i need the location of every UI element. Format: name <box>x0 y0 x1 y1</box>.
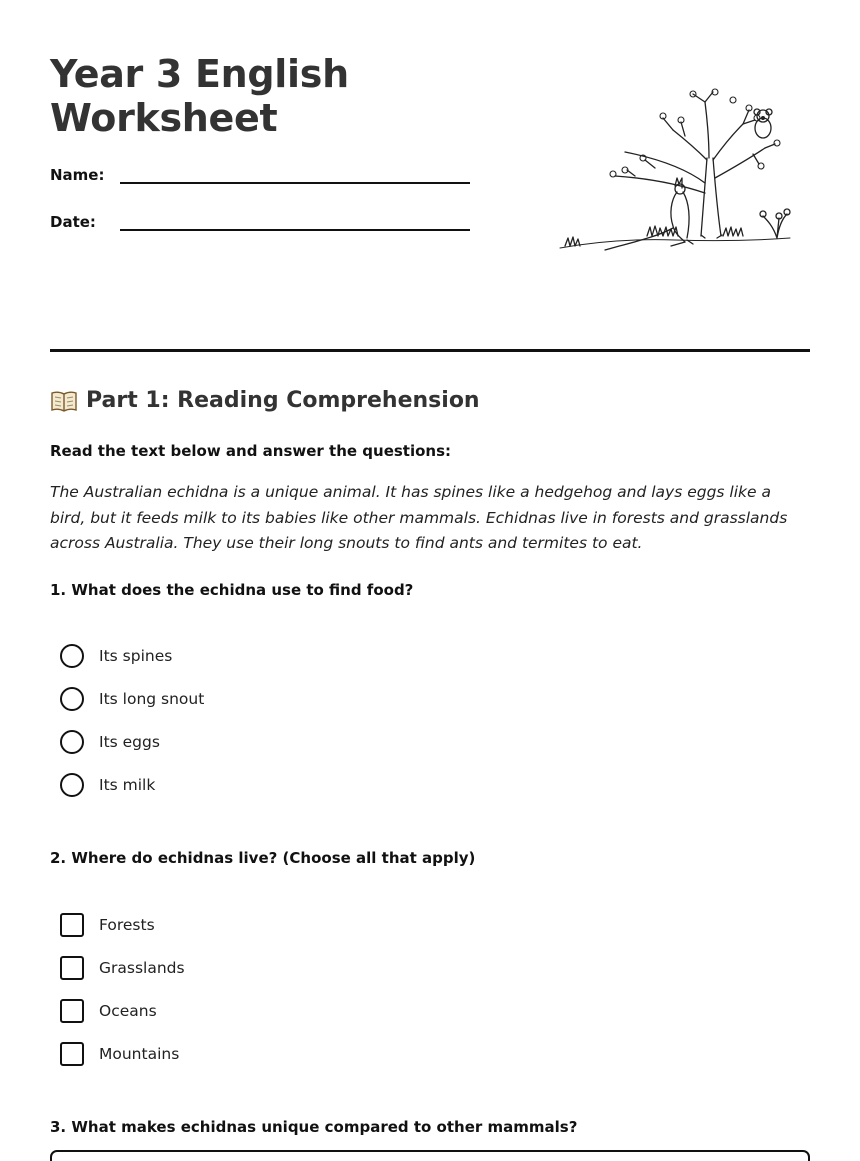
q2-option-1[interactable] <box>60 912 155 938</box>
date-label: Date: <box>50 213 96 231</box>
q1-option-2[interactable] <box>60 686 204 712</box>
q2-option-2[interactable] <box>60 955 185 981</box>
section-divider <box>50 349 810 352</box>
date-field-row <box>50 213 470 243</box>
checkbox[interactable] <box>60 999 84 1023</box>
date-input-line[interactable] <box>120 229 470 231</box>
q1-option-4[interactable] <box>60 772 155 798</box>
title-line-1: Year 3 English <box>50 52 349 96</box>
radio-button[interactable] <box>60 730 84 754</box>
checkbox[interactable] <box>60 956 84 980</box>
radio-button[interactable] <box>60 644 84 668</box>
option-label: Its long snout <box>99 690 205 708</box>
option-label: Oceans <box>99 1002 157 1020</box>
section-title-text: Part 1: Reading Comprehension <box>86 388 480 413</box>
reading-passage: The Australian echidna is a unique animal. It has spines like a hedgehog and lays eggs like a bird, but it feeds milk to its babies like other mammals. Echidnas live in forests and grasslands across Australia. They use their long snouts to find ants and termites to eat. <box>50 483 788 552</box>
q1-option-3[interactable] <box>60 729 160 755</box>
radio-button[interactable] <box>60 773 84 797</box>
question-1: 1. What does the echidna use to find food? <box>50 581 414 599</box>
title-line-2: Worksheet <box>50 96 278 140</box>
option-label: Grasslands <box>99 959 185 977</box>
checkbox[interactable] <box>60 913 84 937</box>
q2-option-3[interactable] <box>60 998 157 1024</box>
option-label: Mountains <box>99 1045 180 1063</box>
name-input-line[interactable] <box>120 182 470 184</box>
section-title-reading-comprehension <box>50 388 480 413</box>
question-2: 2. Where do echidnas live? (Choose all that apply) <box>50 849 476 867</box>
q2-option-4[interactable] <box>60 1041 179 1067</box>
option-label: Its milk <box>99 776 156 794</box>
kangaroo-koala-tree-illustration <box>555 88 795 260</box>
q1-option-1[interactable] <box>60 643 172 669</box>
option-label: Forests <box>99 916 155 934</box>
reading-instructions: Read the text below and answer the questions: <box>50 442 452 460</box>
checkbox[interactable] <box>60 1042 84 1066</box>
name-field-row <box>50 166 470 196</box>
question-3: 3. What makes echidnas unique compared to other mammals? <box>50 1118 578 1136</box>
q3-answer-textarea[interactable] <box>50 1150 810 1161</box>
open-book-icon <box>50 389 78 413</box>
worksheet-title <box>50 52 470 140</box>
radio-button[interactable] <box>60 687 84 711</box>
name-label: Name: <box>50 166 105 184</box>
option-label: Its eggs <box>99 733 160 751</box>
option-label: Its spines <box>99 647 173 665</box>
worksheet-page <box>50 0 810 1161</box>
